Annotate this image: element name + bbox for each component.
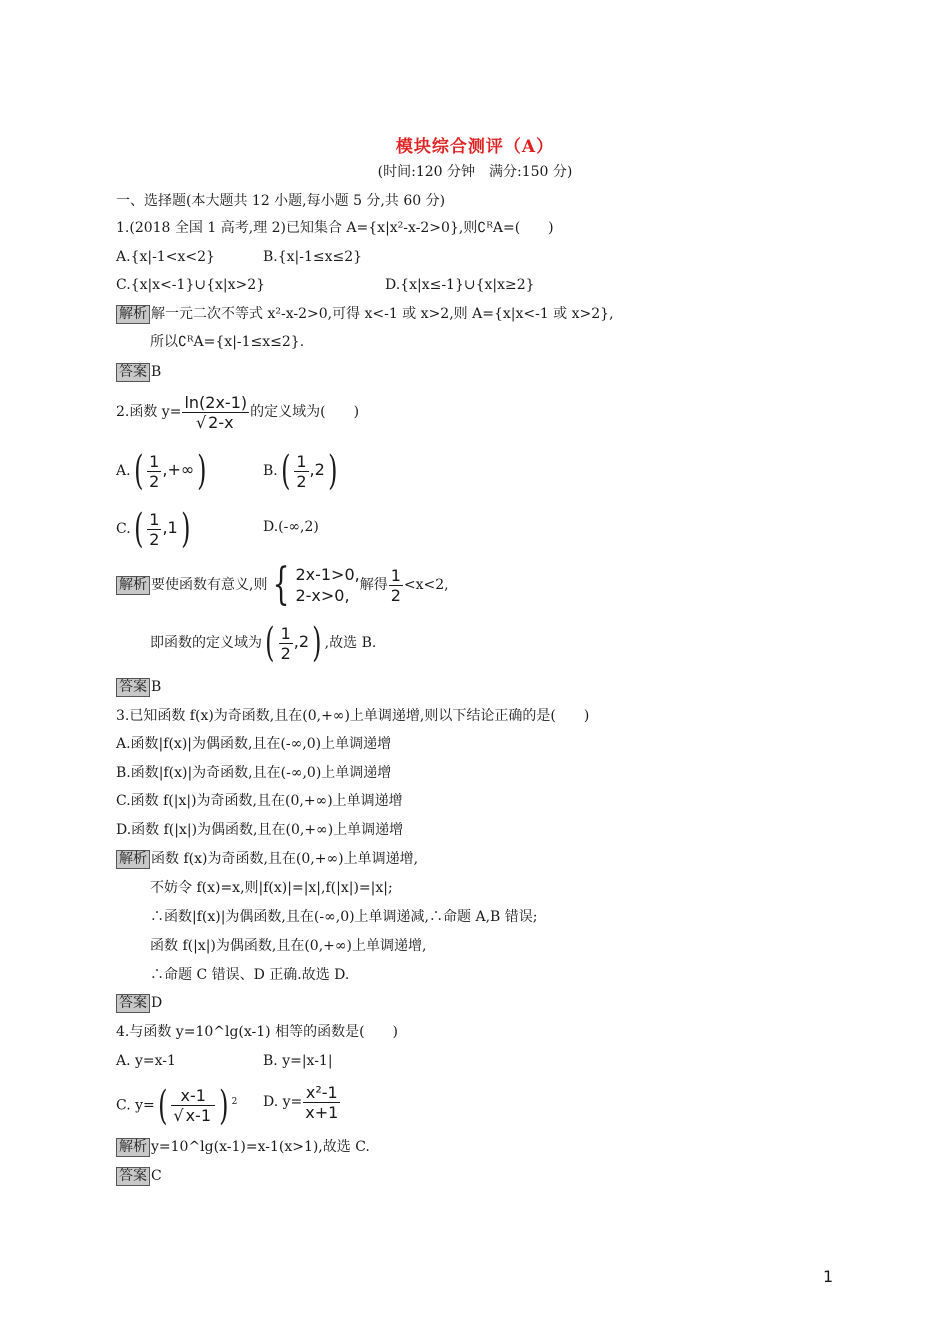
q2-option-b: B.( $\frac{1}{2}$ ,2) xyxy=(263,448,338,494)
q2-option-b-label: B. xyxy=(263,463,278,479)
q2-answer xyxy=(116,677,161,697)
q4-option-c-fraction: $\frac{x-1}{√ x-1}$ xyxy=(171,1086,215,1125)
q2-option-c: C.( $\frac{1}{2}$ ,1) xyxy=(116,506,191,552)
q2-half-fraction: $\frac{1}{2}$ xyxy=(149,509,160,549)
q2-option-c-label: C. xyxy=(116,521,131,537)
q4-option-d: D. y= $\frac{\text{x²-1}}{x+1}$ xyxy=(263,1082,339,1122)
q3-analysis-line3: ∴函数|f(x)|为偶函数,且在(-∞,0)上单调递减,∴命题 A,B 错误; xyxy=(150,909,538,925)
q2-half-fraction: $\frac{1}{2}$ xyxy=(390,565,401,605)
page-number: 1 xyxy=(823,1267,834,1286)
q3-option-c: C.函数 f(|x|)为奇函数,且在(0,+∞)上单调递增 xyxy=(116,793,403,809)
q2-option-a: A.( $\frac{1}{2}$ ,+∞) xyxy=(116,448,207,494)
q1-analysis xyxy=(116,304,614,324)
q3-option-b: B.函数|f(x)|为奇函数,且在(-∞,0)上单调递增 xyxy=(116,765,392,781)
q2-sqrt-radicand: 2-x xyxy=(208,412,234,432)
q2-half-fraction: $\frac{1}{2}$ xyxy=(280,623,291,663)
q2-fraction-denominator: √ 2-x xyxy=(195,412,234,432)
analysis-label: 解析 xyxy=(116,850,150,869)
q2-half-fraction: $\frac{1}{2}$ xyxy=(296,451,307,491)
page-subtitle: (时间:120 分钟 满分:150 分) xyxy=(377,164,573,180)
q4-option-c-exponent: 2 xyxy=(231,1097,238,1107)
q1-stem: 1.(2018 全国 1 高考,理 2)已知集合 A={x|x²-x-2>0},则∁ᴿA=( ) xyxy=(116,220,554,236)
q2-stem xyxy=(116,390,359,434)
q2-answer-value: B xyxy=(151,679,162,695)
q3-analysis: 解析 函数 f(x)为奇函数,且在(0,+∞)上单调递增, xyxy=(116,849,418,869)
q1-option-c: C.{x|x<-1}∪{x|x>2} xyxy=(116,277,266,293)
section-heading: 一、选择题(本大题共 12 小题,每小题 5 分,共 60 分) xyxy=(116,193,446,209)
q1-answer xyxy=(116,362,161,382)
q2-stem-prefix: 2.函数 y= xyxy=(116,404,182,420)
q3-analysis-line4: 函数 f(|x|)为偶函数,且在(0,+∞)上单调递增, xyxy=(150,938,427,954)
q1-option-b: B.{x|-1≤x≤2} xyxy=(263,249,363,265)
q4-option-a: A. y=x-1 xyxy=(116,1053,176,1069)
q1-answer-value: B xyxy=(151,364,162,380)
answer-label: 答案 xyxy=(116,994,150,1013)
q2-analysis-line2: 即函数的定义域为( $\frac{1}{2}$ ,2) ,故选 B. xyxy=(150,620,377,666)
q4-answer-value: C xyxy=(151,1168,162,1184)
analysis-label: 解析 xyxy=(116,305,150,324)
q4-option-b: B. y=|x-1| xyxy=(263,1053,333,1069)
q2-fraction xyxy=(182,393,249,432)
q4-stem: 4.与函数 y=10^lg(x-1) 相等的函数是( ) xyxy=(116,1024,399,1040)
q2-analysis: 解析 要使函数有意义,则 { 2x-1>0, 2-x>0, 解得 $\frac{1}{2}$ <x<2, xyxy=(116,563,449,607)
answer-label: 答案 xyxy=(116,1167,150,1186)
page-title: 模块综合测评（A） xyxy=(395,137,555,157)
answer-label: 答案 xyxy=(116,678,150,697)
q2-option-d: D.(-∞,2) xyxy=(263,519,319,535)
q3-option-d: D.函数 f(|x|)为偶函数,且在(0,+∞)上单调递增 xyxy=(116,822,404,838)
q3-option-a: A.函数|f(x)|为偶函数,且在(-∞,0)上单调递增 xyxy=(116,736,392,752)
q2-option-a-label: A. xyxy=(116,463,131,479)
q2-inequality-system: 2x-1>0, 2-x>0, xyxy=(295,565,360,605)
q1-analysis-text: 解一元二次不等式 x²-x-2>0,可得 x<-1 或 x>2,则 A={x|x<-1 或 x>2}, xyxy=(151,306,614,322)
q2-stem-suffix: 的定义域为( ) xyxy=(250,404,360,420)
q3-analysis-line2: 不妨令 f(x)=x,则|f(x)|=|x|,f(|x|)=|x|; xyxy=(150,880,393,896)
q1-option-d: D.{x|x≤-1}∪{x|x≥2} xyxy=(385,277,535,293)
q3-answer xyxy=(116,993,162,1013)
q4-option-c: C. y=( $\frac{x-1}{√ x-1}$ ) $^2$ xyxy=(116,1082,238,1129)
q1-option-a: A.{x|-1<x<2} xyxy=(116,249,215,265)
answer-label: 答案 xyxy=(116,363,150,382)
q3-answer-value: D xyxy=(151,995,163,1011)
q4-answer xyxy=(116,1166,162,1186)
q4-analysis: 解析 y=10^lg(x-1)=x-1(x>1),故选 C. xyxy=(116,1137,370,1157)
q1-analysis-line2: 所以∁ᴿA={x|-1≤x≤2}. xyxy=(150,334,305,350)
q4-option-d-fraction: $\frac{\text{x²-1}}{x+1}$ xyxy=(305,1082,339,1122)
q3-analysis-line5: ∴命题 C 错误、D 正确.故选 D. xyxy=(150,967,350,983)
analysis-label: 解析 xyxy=(116,1138,150,1157)
analysis-label: 解析 xyxy=(116,576,150,595)
q3-stem: 3.已知函数 f(x)为奇函数,且在(0,+∞)上单调递增,则以下结论正确的是( ) xyxy=(116,708,590,724)
q2-half-fraction: $\frac{1}{2}$ xyxy=(149,451,160,491)
q2-fraction-numerator: ln(2x-1) xyxy=(184,392,248,412)
